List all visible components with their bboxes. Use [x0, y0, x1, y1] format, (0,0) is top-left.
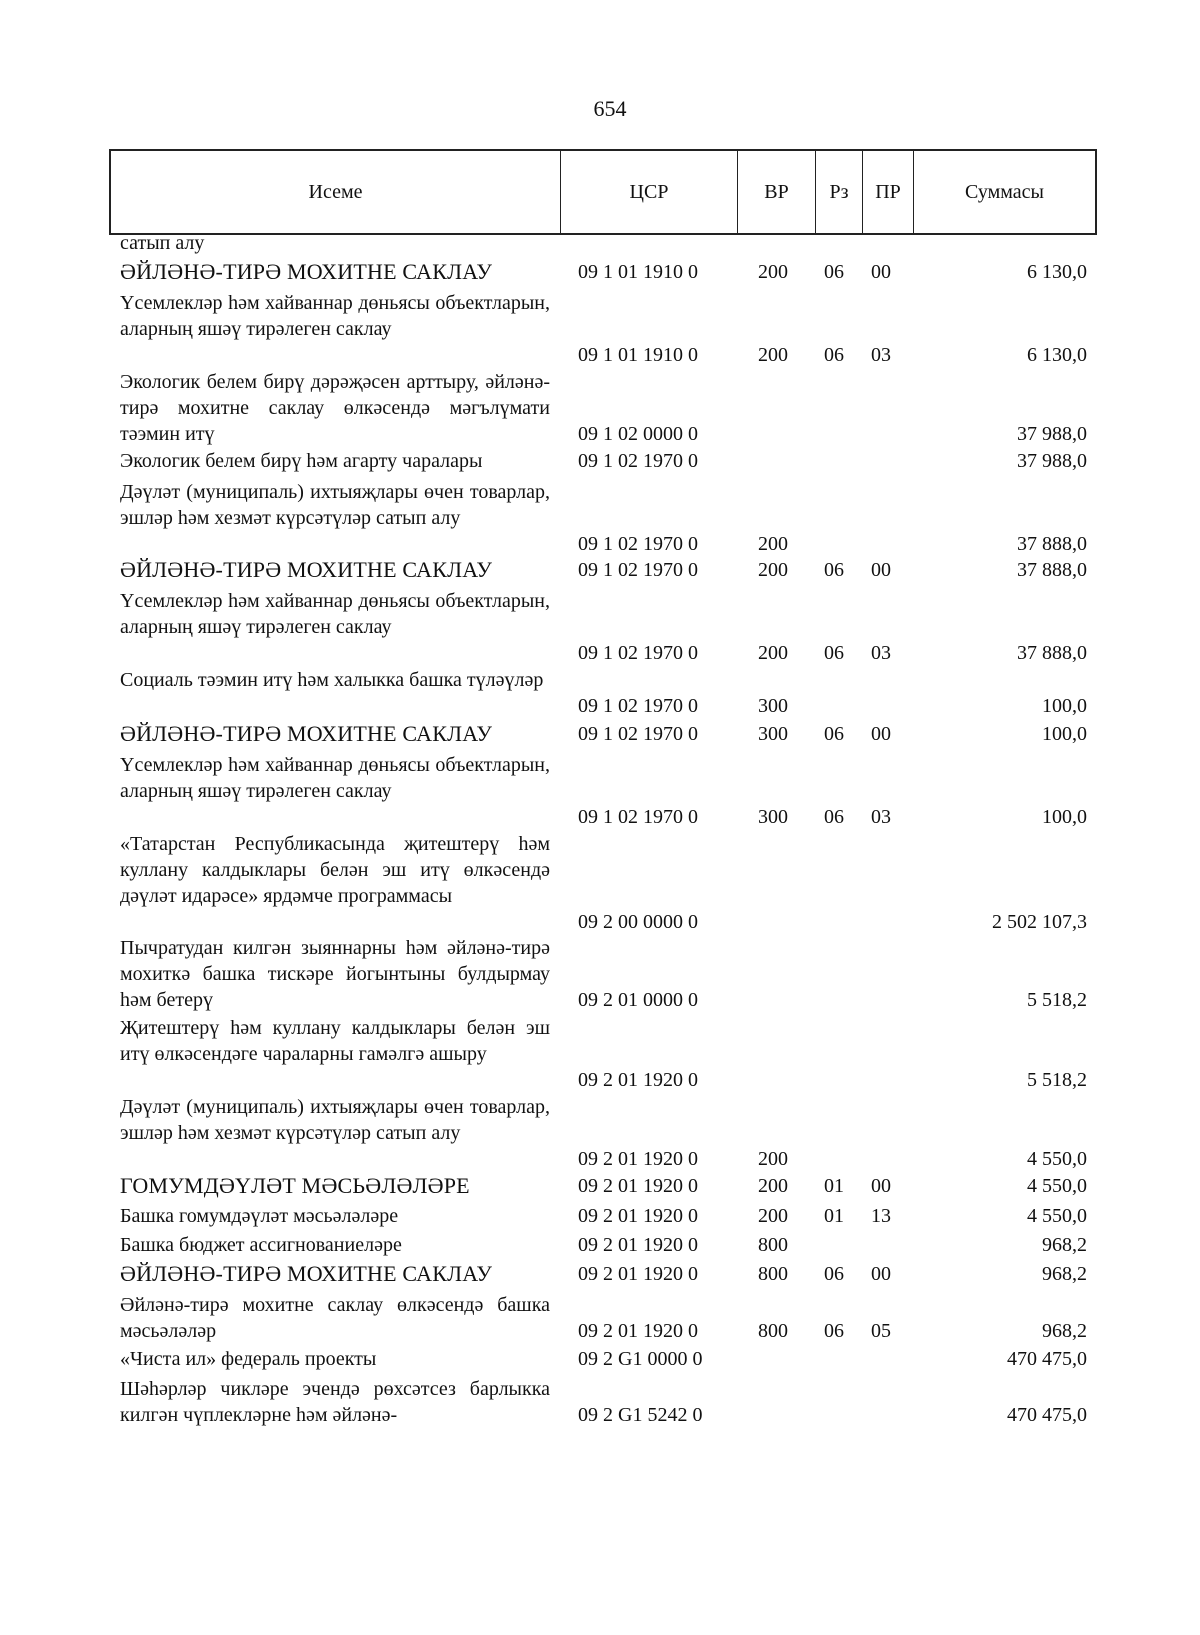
row-csr: 09 2 01 1920 0: [578, 1069, 698, 1091]
row-name: Үсемлекләр һәм хайваннар дөньясы объектларын, аларның яшәү тирәлеген саклау: [120, 292, 550, 340]
row-name: ГОМУМДӘҮЛӘТ МӘСЬӘЛӘЛӘРЕ: [120, 1173, 470, 1198]
row-pr: 03: [871, 642, 891, 664]
row-sum: 4 550,0: [1027, 1205, 1087, 1227]
header-csr: ЦСР: [560, 151, 737, 233]
row-sum: 968,2: [1042, 1320, 1087, 1342]
row-sum: 37 988,0: [1017, 450, 1087, 472]
table-row: [0, 752, 1200, 830]
row-pr: 03: [871, 344, 891, 366]
row-csr: 09 2 01 1920 0: [578, 1234, 698, 1256]
table-row: [0, 1346, 1200, 1372]
row-sum: 470 475,0: [1007, 1404, 1087, 1426]
row-vr: 200: [758, 642, 788, 664]
row-name: «Чиста ил» федераль проекты: [120, 1348, 377, 1370]
header-name: Исеме: [308, 180, 363, 203]
table-row: [0, 259, 1200, 285]
row-name: Җитештерү һәм куллану калдыклары белән эш итү өлкәсендәге чараларны гамәлгә ашыру: [120, 1017, 550, 1065]
row-sum: 37 888,0: [1017, 642, 1087, 664]
row-vr: 200: [758, 559, 788, 581]
row-csr: 09 1 02 1970 0: [578, 806, 698, 828]
row-name: Дәүләт (муниципаль) ихтыяҗлары өчен товарлар, эшләр һәм хезмәт күрсәтүләр сатып алу: [120, 1096, 550, 1144]
row-pr: 00: [871, 1175, 891, 1197]
table-row: [0, 667, 1200, 719]
row-name: Әйләнә-тирә мохитне саклау өлкәсендә башка мәсьәләләр: [120, 1294, 550, 1342]
row-name: Социаль тәэмин итү һәм халыкка башка түләүләр: [120, 669, 544, 691]
row-rz: 06: [824, 806, 844, 828]
row-rz: 06: [824, 1263, 844, 1285]
row-sum: 968,2: [1042, 1263, 1087, 1285]
table-row: [0, 448, 1200, 474]
row-rz: 06: [824, 261, 844, 283]
row-csr: 09 2 01 1920 0: [578, 1148, 698, 1170]
row-vr: 200: [758, 261, 788, 283]
row-vr: 200: [758, 1175, 788, 1197]
row-name: ӘЙЛӘНӘ-ТИРӘ МОХИТНЕ САКЛАУ: [120, 1261, 493, 1286]
row-vr: 800: [758, 1234, 788, 1256]
row-sum: 100,0: [1042, 695, 1087, 717]
row-name: ӘЙЛӘНӘ-ТИРӘ МОХИТНЕ САКЛАУ: [120, 721, 493, 746]
row-pr: 05: [871, 1320, 891, 1342]
row-csr: 09 1 02 1970 0: [578, 450, 698, 472]
row-rz: 01: [824, 1175, 844, 1197]
row-sum: 4 550,0: [1027, 1175, 1087, 1197]
table-row: [0, 1261, 1200, 1287]
row-vr: 200: [758, 1148, 788, 1170]
row-name: Башка бюджет ассигнованиеләре: [120, 1234, 402, 1256]
row-name: сатып алу: [120, 232, 205, 254]
row-vr: 300: [758, 723, 788, 745]
row-csr: 09 2 G1 0000 0: [578, 1348, 703, 1370]
table-row: [0, 479, 1200, 557]
table-row: [0, 831, 1200, 935]
row-sum: 470 475,0: [1007, 1348, 1087, 1370]
row-name: Шәһәрләр чикләре эчендә рөхсәтсез барлыкка килгән чүплекләрне һәм әйләнә-: [120, 1378, 550, 1426]
row-rz: 01: [824, 1205, 844, 1227]
table-row: [0, 1232, 1200, 1258]
row-sum: 100,0: [1042, 806, 1087, 828]
table-row: [0, 290, 1200, 368]
row-pr: 00: [871, 1263, 891, 1285]
table-row: [0, 230, 1200, 256]
row-sum: 5 518,2: [1027, 989, 1087, 1011]
row-csr: 09 1 01 1910 0: [578, 344, 698, 366]
row-csr: 09 2 01 1920 0: [578, 1205, 698, 1227]
row-rz: 06: [824, 642, 844, 664]
row-csr: 09 2 01 1920 0: [578, 1263, 698, 1285]
row-name: Үсемлекләр һәм хайваннар дөньясы объектларын, аларның яшәү тирәлеген саклау: [120, 590, 550, 638]
row-name: Экологик белем бирү дәрәҗәсен арттыру, әйләнә-тирә мохитне саклау өлкәсендә мәгълүмати тәэмин итү: [120, 371, 550, 445]
table-row: [0, 1292, 1200, 1344]
table-row: [0, 588, 1200, 666]
header-rz: Рз: [815, 151, 862, 233]
row-name: ӘЙЛӘНӘ-ТИРӘ МОХИТНЕ САКЛАУ: [120, 259, 493, 284]
row-name: Дәүләт (муниципаль) ихтыяҗлары өчен товарлар, эшләр һәм хезмәт күрсәтүләр сатып алу: [120, 481, 550, 529]
header-sum: Суммасы: [913, 151, 1095, 233]
row-name: «Татарстан Республикасында җитештерү һәм куллану калдыклары белән эш итү өлкәсендә дәүләт идарәсе» ярдәмче программасы: [120, 833, 550, 907]
row-csr: 09 2 00 0000 0: [578, 911, 698, 933]
table-row: [0, 721, 1200, 747]
table-row: [0, 1015, 1200, 1093]
row-vr: 200: [758, 533, 788, 555]
row-csr: 09 2 01 1920 0: [578, 1320, 698, 1342]
row-sum: 37 988,0: [1017, 423, 1087, 445]
row-csr: 09 1 01 1910 0: [578, 261, 698, 283]
row-rz: 06: [824, 559, 844, 581]
row-csr: 09 1 02 1970 0: [578, 695, 698, 717]
row-rz: 06: [824, 723, 844, 745]
table-row: [0, 369, 1200, 447]
row-pr: 13: [871, 1205, 891, 1227]
row-rz: 06: [824, 344, 844, 366]
row-sum: 37 888,0: [1017, 559, 1087, 581]
table-row: [0, 1376, 1200, 1428]
row-sum: 6 130,0: [1027, 261, 1087, 283]
row-vr: 800: [758, 1320, 788, 1342]
row-pr: 03: [871, 806, 891, 828]
row-pr: 00: [871, 261, 891, 283]
row-pr: 00: [871, 559, 891, 581]
row-sum: 4 550,0: [1027, 1148, 1087, 1170]
header-pr: ПР: [862, 151, 913, 233]
row-vr: 800: [758, 1263, 788, 1285]
row-rz: 06: [824, 1320, 844, 1342]
table-row: [0, 557, 1200, 583]
row-sum: 968,2: [1042, 1234, 1087, 1256]
row-vr: 200: [758, 1205, 788, 1227]
row-csr: 09 1 02 1970 0: [578, 723, 698, 745]
row-csr: 09 1 02 0000 0: [578, 423, 698, 445]
row-csr: 09 2 G1 5242 0: [578, 1404, 703, 1426]
table-row: [0, 1173, 1200, 1199]
row-csr: 09 1 02 1970 0: [578, 533, 698, 555]
row-name: Пычратудан килгән зыяннарны һәм әйләнә-тирә мохиткә башка тискәре йогынтыны булдырмау һәм бетерү: [120, 937, 550, 1011]
row-sum: 6 130,0: [1027, 344, 1087, 366]
header-vr: ВР: [737, 151, 815, 233]
table-row: [0, 1203, 1200, 1229]
row-sum: 100,0: [1042, 723, 1087, 745]
row-name: Башка гомумдәүләт мәсьәләләре: [120, 1205, 399, 1227]
row-csr: 09 2 01 1920 0: [578, 1175, 698, 1197]
table-row: [0, 1094, 1200, 1172]
row-sum: 5 518,2: [1027, 1069, 1087, 1091]
table-row: [0, 935, 1200, 1013]
row-pr: 00: [871, 723, 891, 745]
row-sum: 2 502 107,3: [992, 911, 1087, 933]
page-number: 654: [593, 96, 627, 121]
row-vr: 300: [758, 806, 788, 828]
row-name: Экологик белем бирү һәм агарту чаралары: [120, 450, 483, 472]
row-sum: 37 888,0: [1017, 533, 1087, 555]
row-vr: 300: [758, 695, 788, 717]
row-csr: 09 1 02 1970 0: [578, 559, 698, 581]
row-vr: 200: [758, 344, 788, 366]
row-csr: 09 2 01 0000 0: [578, 989, 698, 1011]
row-csr: 09 1 02 1970 0: [578, 642, 698, 664]
row-name: ӘЙЛӘНӘ-ТИРӘ МОХИТНЕ САКЛАУ: [120, 557, 493, 582]
row-name: Үсемлекләр һәм хайваннар дөньясы объектларын, аларның яшәү тирәлеген саклау: [120, 754, 550, 802]
